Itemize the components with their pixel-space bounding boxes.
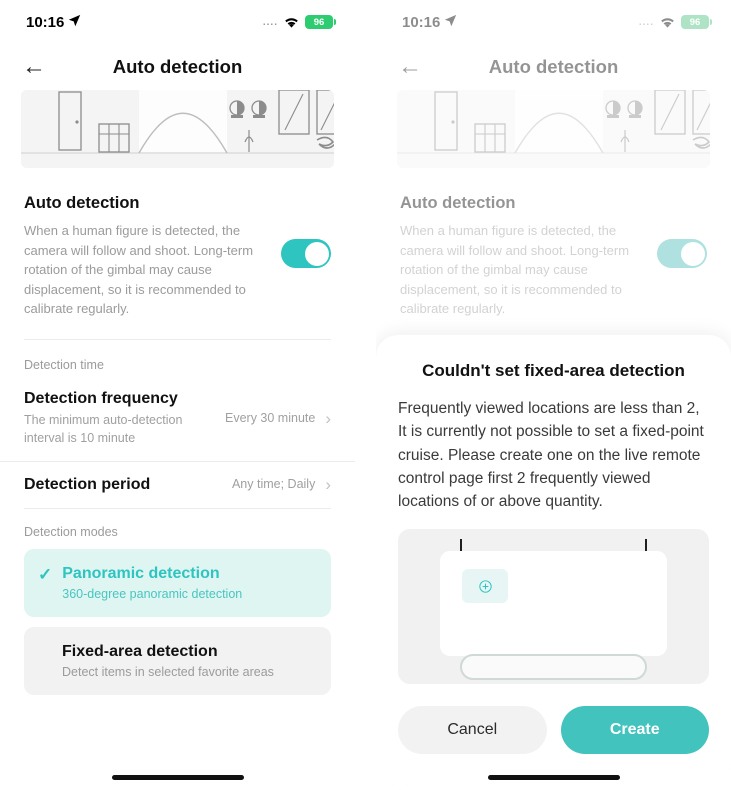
chevron-right-icon: › <box>325 408 331 428</box>
nav-bar <box>0 44 355 90</box>
dimmed-background <box>376 0 731 319</box>
figure-pill <box>460 654 647 680</box>
wifi-icon <box>283 16 300 29</box>
auto-detection-title: Auto detection <box>24 194 140 212</box>
battery-badge <box>681 15 709 29</box>
home-indicator <box>488 775 620 780</box>
page-title: Auto detection <box>112 56 243 77</box>
nav-bar <box>376 44 731 90</box>
dialog-actions <box>398 706 709 754</box>
auto-detection-title: Auto detection <box>400 194 516 212</box>
hero-illustration <box>21 90 334 168</box>
create-button[interactable]: Create <box>561 706 710 754</box>
hero-illustration <box>397 90 710 168</box>
auto-detection-toggle[interactable] <box>657 239 707 268</box>
chevron-right-icon: › <box>325 475 331 495</box>
mode-panoramic-text <box>62 565 242 601</box>
figure-card <box>440 551 667 656</box>
status-bar-left <box>26 14 81 31</box>
detection-time-label: Detection time <box>24 357 104 372</box>
wifi-icon <box>659 16 676 29</box>
status-time: 10:16 <box>26 13 65 31</box>
detection-time-section <box>0 358 355 508</box>
toggle-knob <box>681 242 705 266</box>
detection-frequency-row[interactable] <box>24 376 331 461</box>
auto-detection-toggle[interactable] <box>281 239 331 268</box>
dialog-title: Couldn't set fixed-area detection <box>422 361 685 380</box>
check-icon: ✓ <box>38 564 53 584</box>
plus-icon <box>462 569 508 603</box>
mode-panoramic-title: Panoramic detection <box>62 564 220 582</box>
detection-frequency-value: Every 30 minute <box>225 410 316 425</box>
dialog-sheet <box>376 335 731 790</box>
cancel-button[interactable]: Cancel <box>398 706 547 754</box>
phone-screen-right <box>376 0 731 790</box>
mode-fixed-area-detection[interactable] <box>24 627 331 695</box>
back-arrow-icon[interactable]: ← <box>22 53 46 80</box>
status-bar <box>0 0 355 44</box>
back-arrow-icon[interactable]: ← <box>398 53 422 80</box>
detection-period-title: Detection period <box>24 475 151 493</box>
detection-modes-label: Detection modes <box>24 524 118 539</box>
home-indicator <box>112 775 244 780</box>
signal-dots: .... <box>638 16 654 28</box>
detection-modes-section <box>0 525 355 695</box>
toggle-knob <box>305 242 329 266</box>
mode-panoramic-detection[interactable] <box>24 549 331 617</box>
dialog-figure <box>398 529 709 684</box>
battery-level: 96 <box>313 16 325 28</box>
location-arrow-icon <box>68 14 81 31</box>
auto-detection-description: When a human figure is detected, the camera will follow and shoot. Long-term rotation of the gimbal may cause displacement, so it is recommended to calibrate regularly. <box>400 223 630 316</box>
detection-frequency-subtitle: The minimum auto-detection interval is 10 minute <box>24 412 183 445</box>
detection-period-row[interactable] <box>24 462 331 508</box>
dialog-body: Frequently viewed locations are less than 2, It is currently not possible to set a fixed-point cruise. Please create one on the live remote control page first 2 frequently viewed locations of or above quantity. <box>398 400 704 510</box>
phone-screen-left <box>0 0 355 790</box>
status-bar <box>376 0 731 44</box>
location-arrow-icon <box>444 14 457 31</box>
battery-badge <box>305 15 333 29</box>
mode-fixed-area-subtitle: Detect items in selected favorite areas <box>62 664 274 679</box>
mode-fixed-area-title: Fixed-area detection <box>62 642 218 660</box>
divider <box>24 339 331 340</box>
auto-detection-section <box>0 194 355 319</box>
auto-detection-row <box>24 221 331 319</box>
detection-period-main <box>24 476 222 494</box>
detection-period-value: Any time; Daily <box>231 477 316 492</box>
status-time: 10:16 <box>402 13 441 31</box>
status-bar-right <box>639 15 709 29</box>
auto-detection-section <box>376 194 731 319</box>
status-bar-left <box>402 14 457 31</box>
detection-frequency-title: Detection frequency <box>24 389 178 407</box>
mode-fixed-area-text <box>62 643 274 679</box>
mode-panoramic-subtitle: 360-degree panoramic detection <box>62 586 243 601</box>
auto-detection-description: When a human figure is detected, the camera will follow and shoot. Long-term rotation of the gimbal may cause displacement, so it is recommended to calibrate regularly. <box>24 223 254 316</box>
status-bar-right <box>263 15 333 29</box>
auto-detection-row <box>400 221 707 319</box>
divider <box>24 508 331 509</box>
battery-level: 96 <box>689 16 701 28</box>
signal-dots: .... <box>262 16 278 28</box>
detection-frequency-main <box>24 390 215 447</box>
page-title: Auto detection <box>488 56 619 77</box>
